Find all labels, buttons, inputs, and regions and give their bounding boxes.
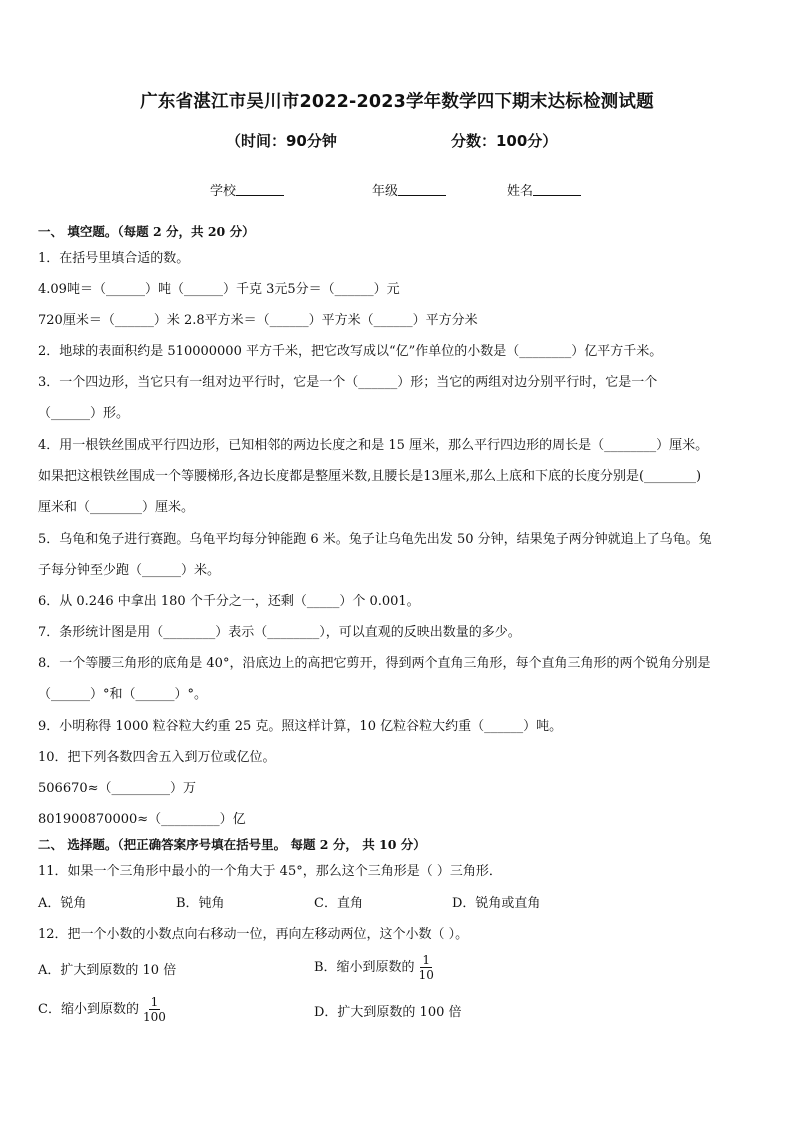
exam-time: （时间：90分钟 (226, 132, 337, 150)
question-line: 6．从 0.246 中拿出 180 个千分之一，还剩（_____）个 0.001。 (38, 594, 420, 609)
name-blank (533, 183, 581, 196)
fraction-denominator: 10 (418, 968, 434, 982)
fraction-denominator: 100 (142, 1010, 166, 1024)
grade-label: 年级 (372, 184, 399, 199)
question-line: （______）形。 (38, 406, 130, 421)
q11-option-b: B．钝角 (176, 896, 225, 911)
section1-heading: 一、 填空题。（每题 2 分，共 20 分） (38, 224, 255, 239)
question-line: 4．用一根铁丝围成平行四边形，已知相邻的两边长度之和是 15 厘米，那么平行四边形的周长是（________）厘米。 (38, 438, 709, 453)
q12-option-b (314, 953, 436, 982)
question-line: 子每分钟至少跑（______）米。 (38, 563, 221, 578)
question-line: 1．在括号里填合适的数。 (38, 251, 190, 266)
exam-score: 分数：100分） (451, 132, 558, 150)
question-line: 8．一个等腰三角形的底角是 40°，沿底边上的高把它剪开，得到两个直角三角形，每个直角三角形的两个锐角分别是 (38, 656, 711, 671)
question-line: 7．条形统计图是用（________）表示（________），可以直观的反映出数量的多少。 (38, 625, 521, 640)
question-line: （______）°和（______）°。 (38, 687, 208, 702)
question-line: 10．把下列各数四舍五入到万位或亿位。 (38, 750, 276, 765)
question-line: 506670≈（_________）万 (38, 781, 197, 796)
q12-option-b-text: B．缩小到原数的 (314, 960, 415, 975)
fraction-numerator: 1 (422, 953, 431, 967)
school-label: 学校 (210, 184, 237, 199)
q11-option-c: C．直角 (314, 896, 363, 911)
fraction (141, 995, 168, 1024)
fraction-numerator: 1 (150, 995, 159, 1009)
question-12: 12．把一个小数的小数点向右移动一位，再向左移动两位，这个小数（ ）。 (38, 927, 469, 942)
question-11: 11．如果一个三角形中最小的一个角大于 45°，那么这个三角形是（ ）三角形． (38, 864, 502, 879)
q12-option-d: D．扩大到原数的 100 倍 (314, 1005, 462, 1020)
q12-option-c-text: C．缩小到原数的 (38, 1002, 139, 1017)
q12-option-c (38, 995, 168, 1024)
school-blank (236, 183, 284, 196)
section2-heading: 二、 选择题。（把正确答案序号填在括号里。 每题 2 分， 共 10 分） (38, 837, 426, 852)
school-field (210, 180, 284, 199)
question-line: 720厘米＝（______）米 2.8平方米＝（______）平方米（______）平方分米 (38, 313, 478, 328)
q11-option-d: D．锐角或直角 (452, 896, 541, 911)
question-line: 801900870000≈（_________）亿 (38, 812, 246, 827)
question-line: 2．地球的表面积约是 510000000 平方千米，把它改写成以“亿”作单位的小数是（________）亿平方千米。 (38, 344, 663, 359)
page-title: 广东省湛江市吴川市2022-2023学年数学四下期末达标检测试题 (140, 92, 654, 112)
question-line: 9．小明称得 1000 粒谷粒大约重 25 克。照这样计算，10 亿粒谷粒大约重（______）吨。 (38, 719, 563, 734)
q11-option-a: A．锐角 (38, 896, 87, 911)
grade-field (372, 180, 446, 199)
question-line: 3．一个四边形，当它只有一组对边平行时，它是一个（______）形；当它的两组对边分别平行时，它是一个 (38, 375, 658, 390)
fraction (417, 953, 436, 982)
q12-option-a: A．扩大到原数的 10 倍 (38, 963, 177, 978)
question-line: 4.09吨＝（______）吨（______）千克 3元5分＝（______）元 (38, 282, 400, 297)
name-label: 姓名 (507, 184, 534, 199)
name-field (507, 180, 581, 199)
question-line: 5．乌龟和兔子进行赛跑。乌龟平均每分钟能跑 6 米。兔子让乌龟先出发 50 分钟，结果兔子两分钟就追上了乌龟。兔 (38, 532, 712, 547)
question-line: 如果把这根铁丝围成一个等腰梯形,各边长度都是整厘米数,且腰长是13厘米,那么上底和下底的长度分别是(________) (38, 469, 702, 484)
grade-blank (398, 183, 446, 196)
question-line: 厘米和（________）厘米。 (38, 500, 195, 515)
